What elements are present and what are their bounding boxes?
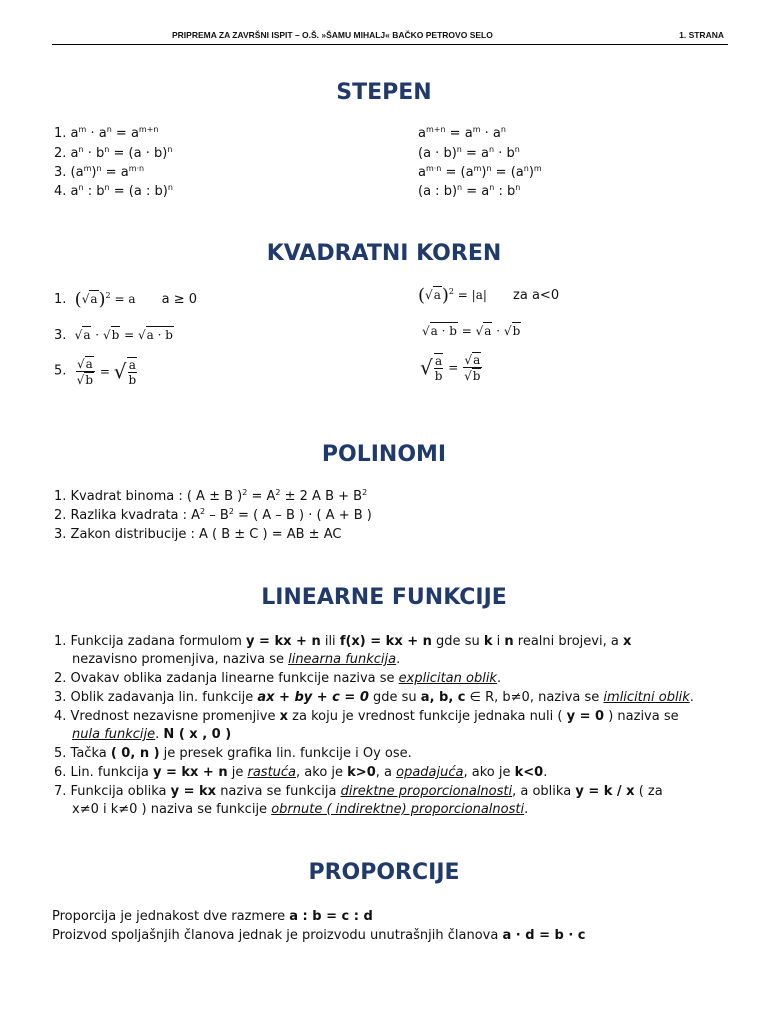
linearne-item-5: 5. Tačka ( 0, n ) je presek grafika lin. funkcije i Oy ose. (54, 746, 412, 761)
section-title-polinomi: POLINOMI (321, 442, 447, 467)
linearne-item-7-cont: x≠0 i k≠0 ) naziva se funkcije obrnute ( indirektne) proporcionalnosti. (72, 802, 529, 817)
koren-rule-4: √a · b = √a · √b (422, 324, 521, 338)
koren-rule-3: 3. √a · √b = √a · b (54, 328, 173, 343)
linearne-item-3: 3. Oblik zadavanja lin. funkcije ax + by + c = 0 gde su a, b, c ∈ R, b≠0, naziva se imlicitni oblik. (54, 690, 694, 705)
section-title-stepen: STEPEN (336, 80, 432, 105)
koren-rule-2: $(√a)^2 = |a|$ za a<0 (418, 285, 560, 306)
stepen-rule-3-reverse: $a^{m\cdot n} = (a^m)^n = (a^n)^m$ (418, 164, 542, 180)
proporcije-line-1: Proporcija je jednakost dve razmere a : b = c : d (52, 909, 373, 924)
section-title-linearne-funkcije: LINEARNE FUNKCIJE (261, 585, 507, 610)
linearne-item-4-cont: nula funkcije. N ( x , 0 ) (72, 727, 232, 742)
linearne-item-7: 7. Funkcija oblika y = kx naziva se funkcija direktne proporcionalnosti, a oblika y = k / x ( za (54, 784, 663, 799)
koren-condition-1: a ≥ 0 (161, 292, 198, 307)
stepen-rule-4-reverse: (a : $b)^n = a^n$ : $b^n$ (418, 183, 521, 199)
stepen-rule-3: 3. $(a^m)^n = a^{m\cdot n}$ (54, 164, 145, 180)
section-title-kvadratni-koren: KVADRATNI KOREN (266, 241, 502, 266)
polinomi-item-2: 2. Razlika kvadrata : $A^2 - B^2$ = ( A – B ) · ( A + B ) (54, 507, 372, 523)
header-title: PRIPREMA ZA ZAVRŠNI ISPIT – O.Š. »ŠAMU MIHALJ« BAČKO PETROVO SELO (172, 30, 493, 40)
koren-condition-2: za a<0 (513, 288, 560, 303)
koren-rule-5: 5. $\frac{√a}{√b}$ = √ $\frac{a}{b}$ (54, 357, 137, 387)
linearne-item-6: 6. Lin. funkcija y = kx + n je rastuća, ako je k>0, a opadajuća, ako je k<0. (54, 765, 548, 780)
koren-rule-6: √ $\frac{a}{b}$ = $\frac{√a}{√b}$ (420, 353, 481, 383)
page-header (52, 28, 728, 45)
stepen-rule-4: 4. $a^n$ : $b^n = (a$ : b)$^n$ (54, 183, 173, 199)
section-title-proporcije: PROPORCIJE (308, 860, 460, 885)
stepen-rule-1-reverse: $a^{m+n} = a^m \cdot a^n$ (418, 125, 506, 141)
header-page-number: 1. STRANA (679, 30, 724, 40)
linearne-item-1-cont: nezavisno promenjiva, naziva se linearna funkcija. (72, 652, 401, 667)
linearne-item-1: 1. Funkcija zadana formulom y = kx + n ili f(x) = kx + n gde su k i n realni brojevi, a x (54, 634, 632, 649)
proporcije-line-2: Proizvod spoljašnjih članova jednak je proizvodu unutrašnjih članova a · d = b · c (52, 928, 586, 943)
stepen-rule-1: 1. $a^m \cdot a^n = a^{m+n}$ (54, 125, 159, 141)
linearne-item-4: 4. Vrednost nezavisne promenjive x za koju je vrednost funkcije jednaka nuli ( y = 0 ) naziva se (54, 709, 679, 724)
stepen-rule-2-reverse: $(a \cdot b)^n = a^n \cdot b^n$ (418, 145, 520, 161)
stepen-rule-2: 2. $a^n \cdot b^n = (a \cdot b)^n$ (54, 145, 173, 161)
linearne-item-2: 2. Ovakav oblika zadanja linearne funkcije naziva se explicitan oblik. (54, 671, 502, 686)
koren-rule-1: 1. $(√a)^2 = a$ a ≥ 0 (54, 289, 198, 310)
polinomi-item-1: 1. Kvadrat binoma : ( A ± B )$^2 = A^2 \pm 2$ A $B + B^2$ (54, 488, 368, 504)
polinomi-item-3: 3. Zakon distribucije : A ( B ± C ) = AB ± AC (54, 527, 342, 542)
